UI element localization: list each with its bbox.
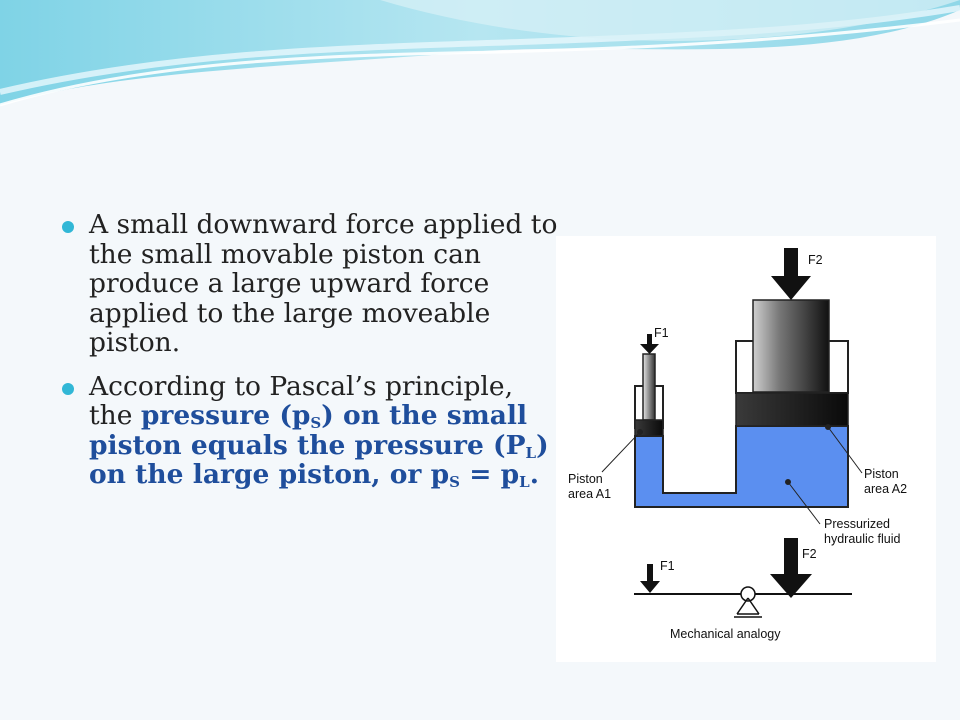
hydraulic-press-diagram — [556, 236, 936, 662]
bullet-item-1 — [62, 210, 562, 358]
f2-bottom-label: F2 — [802, 547, 817, 561]
header-wave-decoration — [0, 0, 960, 130]
bullet-item-1-text: A small downward force applied to the small movable piston can produce a large upward force applied to the large moveable piston. — [89, 209, 558, 358]
mechanical-analogy-label: Mechanical analogy — [670, 627, 781, 641]
piston-a1-label-line1: Piston — [568, 472, 603, 486]
large-piston-rod — [753, 300, 829, 392]
f1-analogy-arrow-icon — [640, 564, 660, 593]
bullet-list — [62, 210, 562, 504]
f2-top-label: F2 — [808, 253, 823, 267]
fluid-label-line1: Pressurized — [824, 517, 890, 531]
piston-a2-label-line1: Piston — [864, 467, 899, 481]
piston-a2-label-line2: area A2 — [864, 482, 908, 496]
f1-bottom-label: F1 — [660, 559, 675, 573]
bullet-item-2 — [62, 372, 562, 490]
fulcrum-icon — [734, 587, 762, 617]
hydraulic-fluid — [635, 426, 848, 507]
piston-a1-label-line2: area A1 — [568, 487, 612, 501]
bullet-dot-icon — [62, 221, 74, 233]
bullet-dot-icon — [62, 383, 74, 395]
emphasis-pressure-small: pressure $(p_S)$ on the small piston equals the pressure $(P_L)$ on the large piston, or $p_S = p_L$. — [89, 400, 549, 491]
large-piston-head — [736, 393, 848, 426]
f2-arrow-icon — [771, 248, 811, 300]
small-piston-rod — [643, 354, 655, 420]
f1-top-label: F1 — [654, 326, 669, 340]
fluid-label-line2: hydraulic fluid — [824, 532, 901, 546]
bullet-item-2-intro: According to Pascal’s principle, the — [89, 370, 513, 431]
